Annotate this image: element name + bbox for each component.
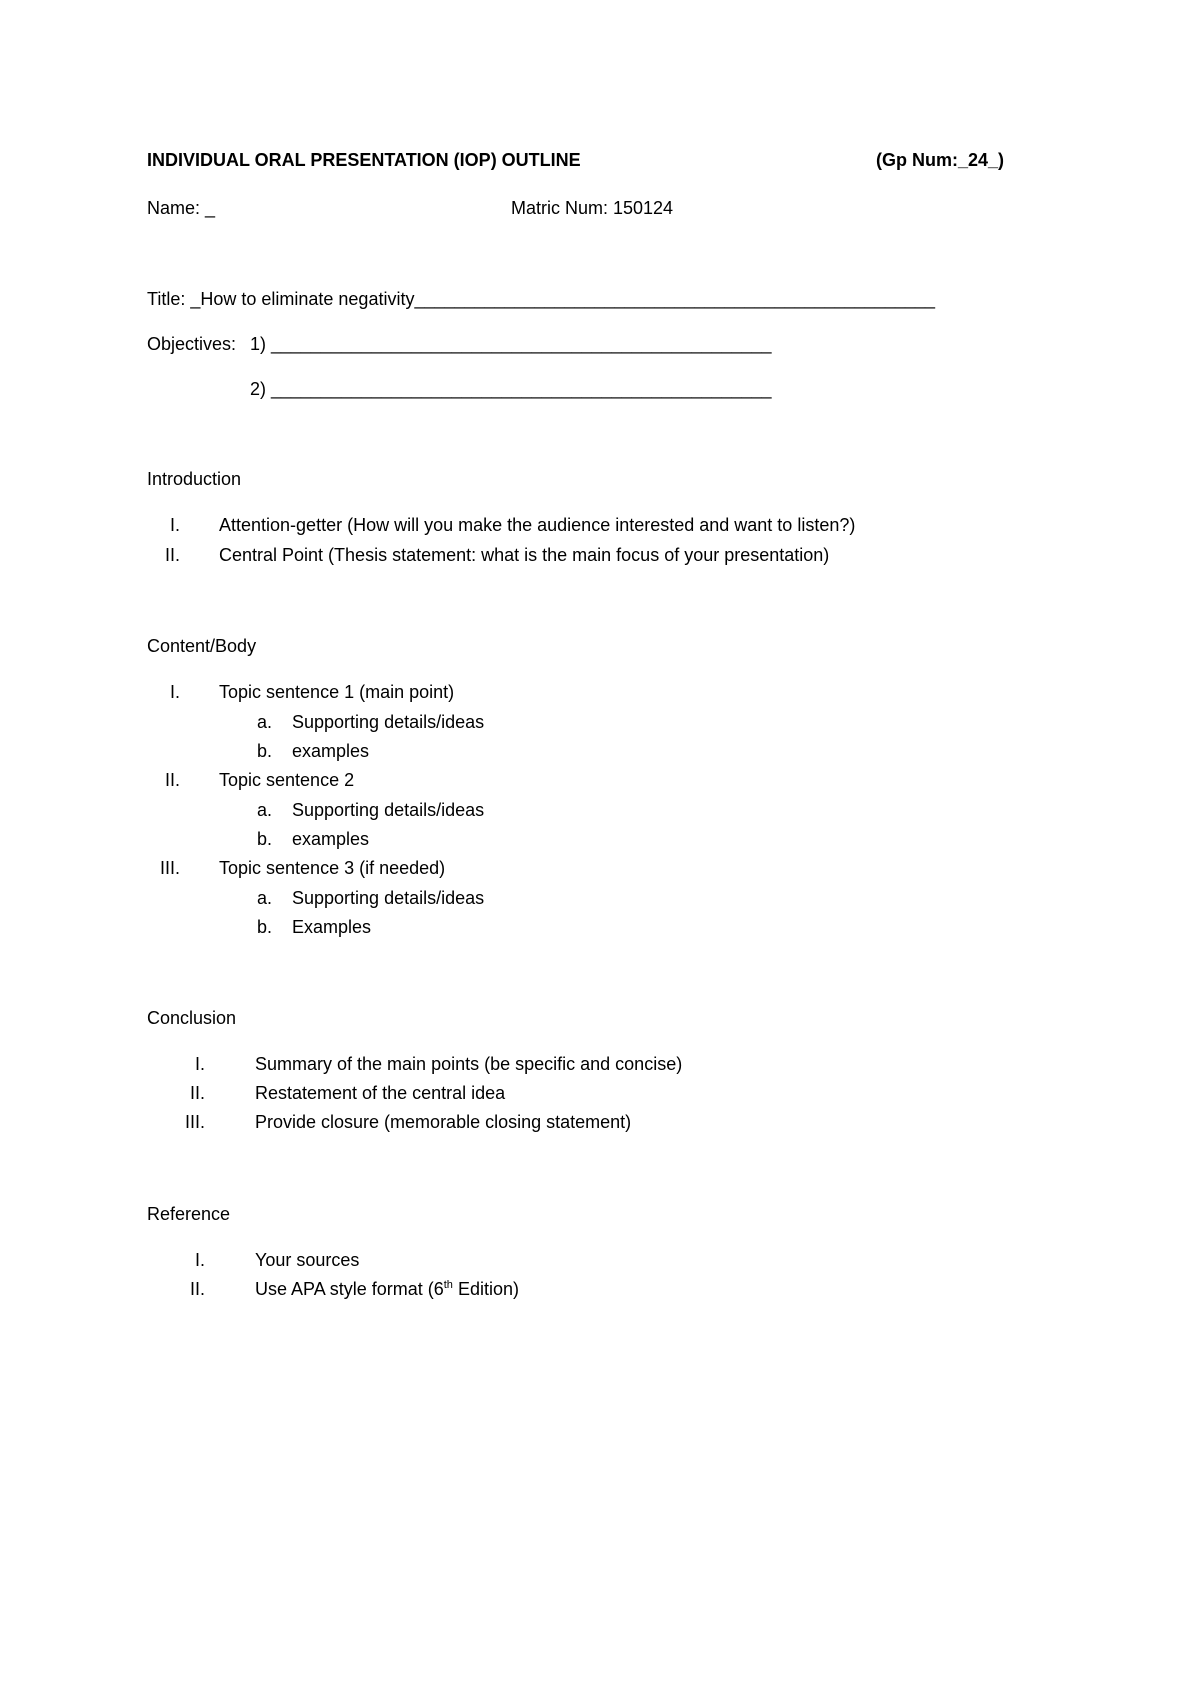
topic-num-3: III. bbox=[159, 858, 180, 878]
conclusion-num-2: II. bbox=[189, 1083, 205, 1103]
objectives-label: Objectives: bbox=[147, 334, 237, 354]
topic-1: Topic sentence 1 (main point) bbox=[219, 682, 455, 702]
topic-1-sub-b-num: b. bbox=[257, 741, 273, 761]
matric-number: Matric Num: 150124 bbox=[511, 198, 674, 218]
topic-2-sub-b-num: b. bbox=[257, 829, 273, 849]
intro-item-2: Central Point (Thesis statement: what is the main focus of your presentation) bbox=[219, 545, 830, 565]
superscript-th: th bbox=[443, 1279, 453, 1291]
topic-1-sub-a-num: a. bbox=[257, 712, 273, 732]
topic-2-sub-a: Supporting details/ideas bbox=[292, 800, 485, 820]
topic-3-sub-b: Examples bbox=[292, 917, 372, 937]
conclusion-num-3: III. bbox=[184, 1112, 205, 1132]
group-number: (Gp Num:_24_) bbox=[876, 150, 1005, 170]
conclusion-heading: Conclusion bbox=[147, 1008, 237, 1028]
intro-num-2: II. bbox=[164, 545, 180, 565]
topic-2-sub-a-num: a. bbox=[257, 800, 273, 820]
topic-num-1: I. bbox=[169, 682, 180, 702]
topic-2-sub-b: examples bbox=[292, 829, 370, 849]
introduction-heading: Introduction bbox=[147, 469, 242, 489]
intro-item-1: Attention-getter (How will you make the audience interested and want to listen?) bbox=[219, 515, 856, 535]
name-field: Name: _ bbox=[147, 198, 216, 218]
document-title: INDIVIDUAL ORAL PRESENTATION (IOP) OUTLINE bbox=[147, 150, 581, 170]
reference-item-1: Your sources bbox=[255, 1250, 360, 1270]
topic-3-sub-a-num: a. bbox=[257, 888, 273, 908]
topic-2: Topic sentence 2 bbox=[219, 770, 355, 790]
reference-num-1: I. bbox=[194, 1250, 205, 1270]
title-line: Title: _How to eliminate negativity____________________________________________________ bbox=[147, 289, 936, 309]
conclusion-item-1: Summary of the main points (be specific and concise) bbox=[255, 1054, 683, 1074]
reference-heading: Reference bbox=[147, 1204, 231, 1224]
reference-num-2: II. bbox=[189, 1279, 205, 1299]
reference-item-2: Use APA style format (6th Edition) bbox=[255, 1279, 519, 1299]
topic-3: Topic sentence 3 (if needed) bbox=[219, 858, 446, 878]
topic-1-sub-a: Supporting details/ideas bbox=[292, 712, 485, 732]
conclusion-item-3: Provide closure (memorable closing statement) bbox=[255, 1112, 632, 1132]
objective-1: 1) __________________________________________________ bbox=[250, 334, 772, 354]
topic-3-sub-b-num: b. bbox=[257, 917, 273, 937]
topic-1-sub-b: examples bbox=[292, 741, 370, 761]
conclusion-item-2: Restatement of the central idea bbox=[255, 1083, 506, 1103]
topic-num-2: II. bbox=[164, 770, 180, 790]
intro-num-1: I. bbox=[169, 515, 180, 535]
conclusion-num-1: I. bbox=[194, 1054, 205, 1074]
objective-2: 2) __________________________________________________ bbox=[250, 379, 772, 399]
topic-3-sub-a: Supporting details/ideas bbox=[292, 888, 485, 908]
body-heading: Content/Body bbox=[147, 636, 257, 656]
